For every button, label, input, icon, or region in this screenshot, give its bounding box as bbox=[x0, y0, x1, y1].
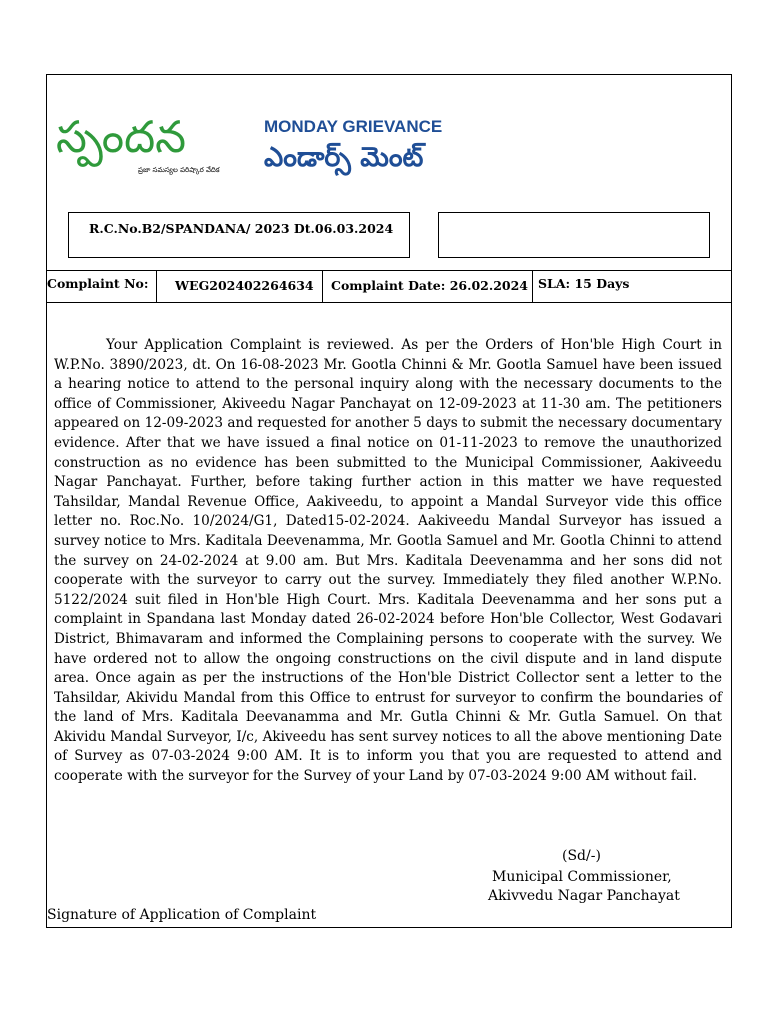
monday-grievance-title: MONDAY GRIEVANCE bbox=[264, 117, 443, 136]
body-paragraph: Your Application Complaint is reviewed. As per the Orders of Hon'ble High Court in W.P.No. 3890/2023, dt. On 16-08-2023 Mr. Gootla Chinni & Mr. Gootla Samuel have been issued a hearing notice to attend to the personal inquiry along with the necessary documents to the office of Commissioner, Akiveedu Nagar Panchayat on 12-09-2023 at 11-30 am. The petitioners appeared on 12-09-2023 and requested for another 5 days to submit the necessary documentary evidence. After that we have issued a final notice on 01-11-2023 to remove the unauthorized construction as no evidence has been submitted to the Municipal Commissioner, Aakiveedu Nagar Panchayat. Further, before taking further action in this matter we have requested Tahsildar, Mandal Revenue Office, Aakiveedu, to appoint a Mandal Surveyor vide this office letter no. Roc.No. 10/2024/G1, Dated15-02-2024. Aakiveedu Mandal Surveyor has issued a survey notice to Mrs. Kaditala Deevenamma, Mr. Gootla Samuel and Mr. Gootla Chinni to attend the survey on 24-02-2024 at 9.00 am. But Mrs. Kaditala Deevenamma and her sons did not cooperate with the surveyor to carry out the survey. Immediately they filed another W.P.No. 5122/2024 suit filed in Hon'ble High Court. Mrs. Kaditala Deevenamma and her sons put a complaint in Spandana last Monday dated 26-02-2024 before Hon'ble Collector, West Godavari District, Bhimavaram and informed the Complaining persons to cooperate with the survey. We have ordered not to allow the ongoing constructions on the civil dispute and in land dispute area. Once again as per the instructions of the Hon'ble District Collector sent a letter to the Tahsildar, Akividu Mandal from this Office to entrust for surveyor to confirm the boundaries of the land of Mrs. Kaditala Deevanamma and Mr. Gutla Chinni & Mr. Gutla Samuel. On that Akividu Mandal Surveyor, I/c, Akiveedu has sent survey notices to all the above mentioning Date of Survey as 07-03-2024 9:00 AM. It is to inform you that you are requested to attend and cooperate with the surveyor for the Survey of your Land by 07-03-2024 9:00 AM without fail. bbox=[54, 337, 722, 785]
reference-box bbox=[68, 212, 410, 258]
endorsement-body bbox=[54, 336, 722, 787]
rc-number: R.C.No.B2/SPANDANA/ 2023 Dt.06.03.2024 bbox=[89, 221, 394, 236]
complaint-number-value: WEG202402264634 bbox=[156, 271, 322, 302]
complaint-number-label: Complaint No: bbox=[47, 276, 149, 291]
complaint-date: Complaint Date: 26.02.2024 bbox=[322, 271, 532, 302]
complaint-info-row bbox=[46, 270, 732, 303]
spandana-logo bbox=[56, 108, 256, 184]
blank-box bbox=[438, 212, 710, 258]
logo-tagline: ప్రజా సమస్యల పరిష్కార వేదిక bbox=[138, 166, 220, 174]
applicant-signature-line: Signature of Application of Complaint bbox=[47, 907, 317, 923]
signed-mark: (Sd/-) bbox=[562, 848, 601, 864]
logo-text: స్పందన bbox=[56, 112, 187, 163]
sla: SLA: 15 Days bbox=[532, 271, 732, 302]
signatory-designation: Municipal Commissioner, bbox=[492, 869, 672, 885]
endorsement-title: ఎండార్స్ మెంట్ bbox=[264, 142, 424, 173]
signatory-office: Akivvedu Nagar Panchayat bbox=[488, 888, 680, 904]
